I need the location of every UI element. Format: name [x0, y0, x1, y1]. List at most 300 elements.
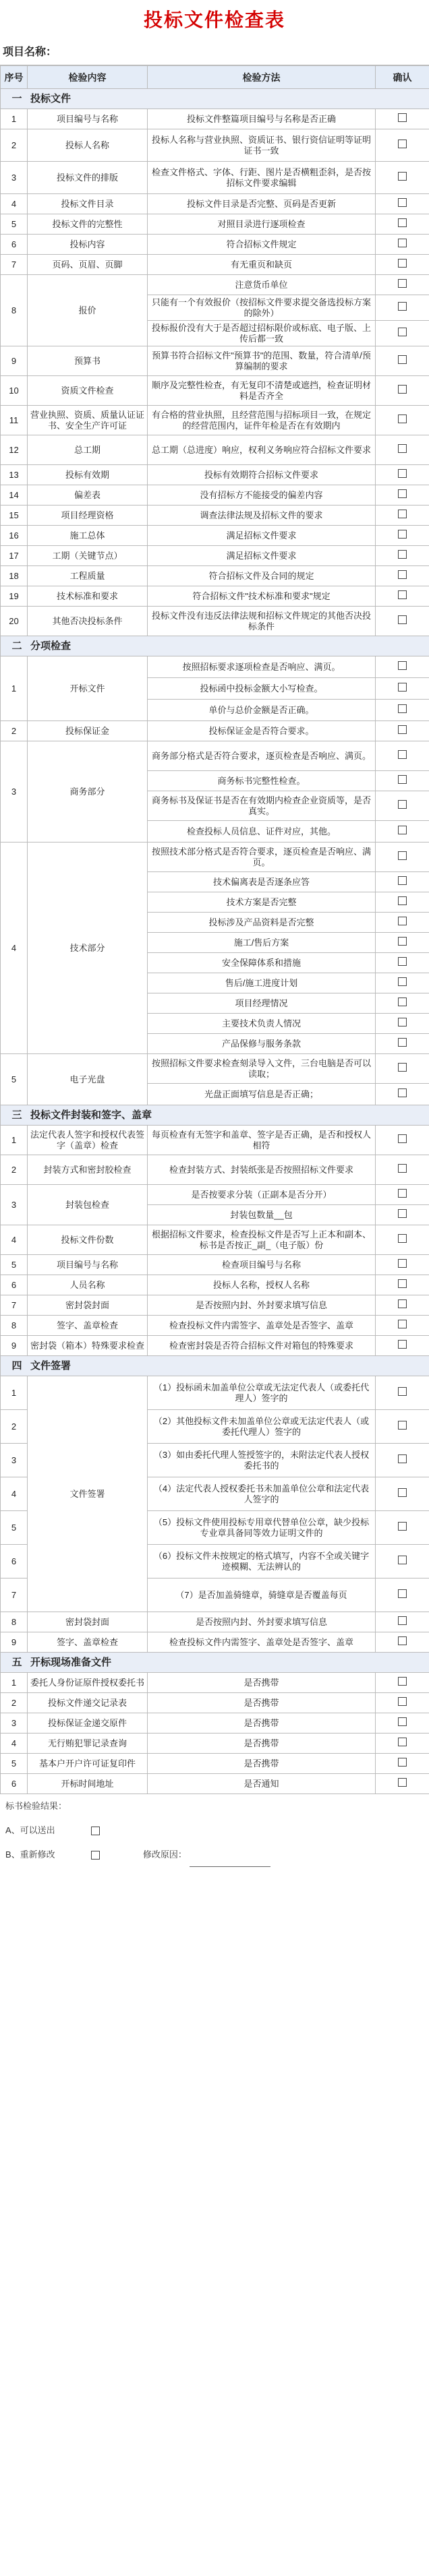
confirm-cell	[376, 1376, 429, 1410]
row-number: 1	[1, 656, 28, 721]
check-method: 投标保证金是否符合要求。	[148, 721, 376, 741]
check-item: 工期（关键节点）	[28, 546, 148, 566]
table-row	[1, 214, 429, 235]
confirm-cell	[376, 1511, 429, 1545]
check-method: 满足招标文件要求	[148, 526, 376, 546]
confirm-checkbox[interactable]	[398, 1488, 407, 1497]
check-method: 安全保障体系和措施	[148, 953, 376, 973]
check-method: 调查法律法规及招标文件的要求	[148, 505, 376, 526]
row-number: 3	[1, 162, 28, 194]
confirm-cell	[376, 406, 429, 435]
check-item: 施工总体	[28, 526, 148, 546]
table-row	[1, 1673, 429, 1693]
result-label: 标书检验结果：	[5, 1801, 67, 1811]
check-item: 营业执照、资质、质量认证证书、安全生产许可证	[28, 406, 148, 435]
check-method: 是否携带	[148, 1734, 376, 1754]
check-item: 资质文件检查	[28, 376, 148, 406]
check-method: 检查投标文件内需签字、盖章处是否签字、盖章	[148, 1632, 376, 1653]
confirm-checkbox[interactable]	[398, 1320, 407, 1328]
table-row	[1, 1316, 429, 1336]
row-number: 18	[1, 566, 28, 586]
confirm-checkbox[interactable]	[398, 530, 407, 539]
table-row	[1, 607, 429, 636]
confirm-cell	[376, 129, 429, 162]
row-number: 4	[1, 194, 28, 214]
check-method: 检查项目编号与名称	[148, 1255, 376, 1275]
section-label: 投标文件封装和签字、盖章	[30, 1109, 152, 1121]
confirm-cell	[376, 1205, 429, 1225]
check-method: 单价与总价金额是否正确。	[148, 700, 376, 721]
check-item: 投标文件的排版	[28, 162, 148, 194]
check-method: （4）法定代表人授权委托书未加盖单位公章和法定代表人签字的	[148, 1477, 376, 1511]
confirm-checkbox[interactable]	[398, 851, 407, 860]
confirm-checkbox[interactable]	[398, 198, 407, 207]
table-row	[1, 376, 429, 406]
confirm-cell	[376, 656, 429, 678]
check-method: 检查投标人员信息、证件对应，其他。	[148, 821, 376, 842]
confirm-checkbox[interactable]	[398, 775, 407, 784]
row-number: 1	[1, 1673, 28, 1693]
confirm-cell	[376, 346, 429, 376]
confirm-cell	[376, 1336, 429, 1356]
page-title: 投标文件检查表	[143, 9, 285, 31]
table-row	[1, 546, 429, 566]
confirm-cell	[376, 678, 429, 700]
confirm-cell	[376, 933, 429, 953]
table-row	[1, 1734, 429, 1754]
row-number: 14	[1, 485, 28, 505]
confirm-cell	[376, 435, 429, 465]
check-method: 商务部分格式是否符合要求，逐页检查是否响应、满页。	[148, 741, 376, 771]
confirm-checkbox[interactable]	[398, 385, 407, 394]
check-item: 其他否决投标条件	[28, 607, 148, 636]
confirm-cell	[376, 505, 429, 526]
row-number: 1	[1, 1376, 28, 1410]
option-a-label: A、可以送出	[5, 1825, 55, 1835]
confirm-checkbox[interactable]	[398, 239, 407, 247]
check-item: 投标文件份数	[28, 1225, 148, 1255]
option-a-checkbox[interactable]	[91, 1827, 100, 1835]
table-row	[1, 1774, 429, 1794]
confirm-checkbox[interactable]	[398, 1134, 407, 1143]
confirm-cell	[376, 721, 429, 741]
check-item: 商务部分	[28, 741, 148, 842]
section-row	[1, 1105, 429, 1126]
check-method: 技术偏离表是否逐条应答	[148, 872, 376, 892]
confirm-checkbox[interactable]	[398, 977, 407, 986]
confirm-checkbox[interactable]	[398, 661, 407, 670]
row-number: 8	[1, 275, 28, 346]
confirm-cell	[376, 1275, 429, 1295]
table-row	[1, 465, 429, 485]
confirm-cell	[376, 295, 429, 321]
table-row	[1, 741, 429, 771]
check-method: 投标报价没有大于是否超过招标限价或标底、电子版、上传后都一致	[148, 321, 376, 346]
confirm-cell	[376, 1754, 429, 1774]
confirm-checkbox[interactable]	[398, 1189, 407, 1198]
header-row	[1, 66, 429, 89]
row-number: 9	[1, 1632, 28, 1653]
check-method: 封装包数量__包	[148, 1205, 376, 1225]
confirm-checkbox[interactable]	[398, 550, 407, 559]
table-row	[1, 129, 429, 162]
confirm-checkbox[interactable]	[398, 1259, 407, 1268]
check-item: 投标人名称	[28, 129, 148, 162]
confirm-cell	[376, 376, 429, 406]
check-item: 投标内容	[28, 235, 148, 255]
confirm-checkbox[interactable]	[398, 615, 407, 624]
confirm-checkbox[interactable]	[398, 1717, 407, 1726]
section-label: 投标文件	[30, 92, 72, 104]
header-method: 检验方法	[148, 66, 376, 89]
check-item: 封装包检查	[28, 1185, 148, 1225]
confirm-cell	[376, 1612, 429, 1632]
option-a-row	[5, 1818, 429, 1843]
confirm-cell	[376, 321, 429, 346]
confirm-cell	[376, 586, 429, 607]
confirm-checkbox[interactable]	[398, 355, 407, 364]
check-item: 开标文件	[28, 656, 148, 721]
table-row	[1, 275, 429, 295]
row-number: 9	[1, 346, 28, 376]
confirm-checkbox[interactable]	[398, 1738, 407, 1746]
check-method: 总工期（总进度）响应，权利义务响应符合招标文件要求	[148, 435, 376, 465]
check-item: 签字、盖章检查	[28, 1316, 148, 1336]
check-method: 技术方案是否完整	[148, 892, 376, 913]
check-method: 是否按照内封、外封要求填写信息	[148, 1612, 376, 1632]
confirm-cell	[376, 465, 429, 485]
table-row	[1, 1126, 429, 1155]
option-b-checkbox[interactable]	[91, 1851, 100, 1860]
table-row	[1, 109, 429, 129]
confirm-cell	[376, 892, 429, 913]
confirm-cell	[376, 1477, 429, 1511]
confirm-checkbox[interactable]	[398, 1063, 407, 1072]
checklist-table	[0, 65, 429, 1794]
confirm-checkbox[interactable]	[398, 937, 407, 946]
confirm-cell	[376, 791, 429, 821]
check-method: 是否通知	[148, 1774, 376, 1794]
confirm-checkbox[interactable]	[398, 113, 407, 122]
check-item: 基本户开户许可证复印件	[28, 1754, 148, 1774]
check-item: 投标文件递交记录表	[28, 1693, 148, 1713]
confirm-checkbox[interactable]	[398, 259, 407, 268]
check-method: 投标人名称与营业执照、资质证书、银行资信证明等证明证书一致	[148, 129, 376, 162]
confirm-cell	[376, 1774, 429, 1794]
check-item: 投标有效期	[28, 465, 148, 485]
check-method: 有合格的营业执照，且经营范围与招标项目一致，在规定的经营范围内，证件年检是否在有效期内	[148, 406, 376, 435]
confirm-cell	[376, 1126, 429, 1155]
confirm-cell	[376, 255, 429, 275]
confirm-cell	[376, 1185, 429, 1205]
confirm-checkbox[interactable]	[398, 415, 407, 423]
check-method: 是否携带	[148, 1754, 376, 1774]
confirm-cell	[376, 607, 429, 636]
confirm-cell	[376, 1410, 429, 1444]
reason-field[interactable]	[190, 1857, 270, 1867]
row-number: 16	[1, 526, 28, 546]
table-row	[1, 1754, 429, 1774]
section-title	[1, 1105, 429, 1126]
table-row	[1, 1225, 429, 1255]
confirm-checkbox[interactable]	[398, 957, 407, 966]
confirm-checkbox[interactable]	[398, 302, 407, 311]
check-item: 项目编号与名称	[28, 1255, 148, 1275]
check-method: 投标文件整篇项目编号与名称是否正确	[148, 109, 376, 129]
confirm-checkbox[interactable]	[398, 172, 407, 181]
row-number: 4	[1, 1734, 28, 1754]
check-item: 封装方式和密封胶检查	[28, 1155, 148, 1185]
row-number: 1	[1, 109, 28, 129]
confirm-checkbox[interactable]	[398, 876, 407, 885]
option-b-row	[5, 1843, 429, 1867]
confirm-checkbox[interactable]	[398, 1677, 407, 1686]
confirm-checkbox[interactable]	[398, 1616, 407, 1625]
table-row	[1, 194, 429, 214]
confirm-checkbox[interactable]	[398, 570, 407, 579]
row-number: 3	[1, 1185, 28, 1225]
confirm-cell	[376, 1225, 429, 1255]
confirm-checkbox[interactable]	[398, 444, 407, 453]
check-method: 施工/售后方案	[148, 933, 376, 953]
confirm-cell	[376, 1255, 429, 1275]
confirm-cell	[376, 993, 429, 1014]
row-number: 13	[1, 465, 28, 485]
table-row	[1, 1612, 429, 1632]
table-row	[1, 1255, 429, 1275]
check-method: 投标人名称，授权人名称	[148, 1275, 376, 1295]
table-row	[1, 255, 429, 275]
check-method: 符合招标文件规定	[148, 235, 376, 255]
check-method: 售后/施工进度计划	[148, 973, 376, 993]
table-row	[1, 1336, 429, 1356]
row-number: 4	[1, 1225, 28, 1255]
reason-label: 修改原因：	[142, 1849, 187, 1860]
section-number: 一	[11, 92, 22, 104]
confirm-checkbox[interactable]	[398, 1299, 407, 1308]
check-method: 检查文件格式、字体、行距、图片是否横粗歪斜，是否按招标文件要求编辑	[148, 162, 376, 194]
confirm-cell	[376, 1014, 429, 1034]
confirm-checkbox[interactable]	[398, 1421, 407, 1430]
row-number: 17	[1, 546, 28, 566]
table-row	[1, 586, 429, 607]
confirm-checkbox[interactable]	[398, 279, 407, 288]
section-row	[1, 89, 429, 109]
row-number: 5	[1, 1255, 28, 1275]
table-row	[1, 566, 429, 586]
section-number: 五	[11, 1656, 22, 1668]
check-method: 是否按要求分装（正副本是否分开）	[148, 1185, 376, 1205]
row-number: 10	[1, 376, 28, 406]
check-method: 满足招标文件要求	[148, 546, 376, 566]
check-method: （6）投标文件未按规定的格式填写，内容不全或关键字迹模糊、无法辨认的	[148, 1545, 376, 1578]
table-row	[1, 1275, 429, 1295]
confirm-checkbox[interactable]	[398, 1018, 407, 1026]
row-number: 7	[1, 255, 28, 275]
row-number: 2	[1, 1693, 28, 1713]
confirm-cell	[376, 526, 429, 546]
confirm-checkbox[interactable]	[398, 1758, 407, 1767]
row-number: 6	[1, 1774, 28, 1794]
confirm-checkbox[interactable]	[398, 510, 407, 518]
confirm-cell	[376, 546, 429, 566]
check-item: 密封袋（箱本）特殊要求检查	[28, 1336, 148, 1356]
confirm-checkbox[interactable]	[398, 896, 407, 905]
confirm-checkbox[interactable]	[398, 998, 407, 1006]
confirm-checkbox[interactable]	[398, 489, 407, 498]
row-number: 20	[1, 607, 28, 636]
row-number: 7	[1, 1295, 28, 1316]
check-method: 投标函中投标金额大小写检查。	[148, 678, 376, 700]
row-number: 19	[1, 586, 28, 607]
check-method: 商务标书完整性检查。	[148, 771, 376, 791]
confirm-checkbox[interactable]	[398, 1589, 407, 1598]
section-row	[1, 1653, 429, 1673]
result-footer	[0, 1794, 429, 1867]
check-item: 技术部分	[28, 842, 148, 1054]
check-method: 有无重页和缺页	[148, 255, 376, 275]
check-method: 是否携带	[148, 1673, 376, 1693]
header-item: 检验内容	[28, 66, 148, 89]
confirm-checkbox[interactable]	[398, 1636, 407, 1645]
confirm-checkbox[interactable]	[398, 750, 407, 759]
check-item: 无行贿犯罪记录查询	[28, 1734, 148, 1754]
check-method: 按照技术部分格式是否符合要求，逐页检查是否响应、满页。	[148, 842, 376, 872]
check-item: 委托人身份证原件授权委托书	[28, 1673, 148, 1693]
confirm-checkbox[interactable]	[398, 1209, 407, 1218]
row-number: 6	[1, 1545, 28, 1578]
confirm-checkbox[interactable]	[398, 469, 407, 478]
confirm-cell	[376, 194, 429, 214]
confirm-checkbox[interactable]	[398, 1522, 407, 1531]
check-method: 只能有一个有效报价（按招标文件要求提交备选投标方案的除外）	[148, 295, 376, 321]
check-item: 预算书	[28, 346, 148, 376]
table-row	[1, 1713, 429, 1734]
check-item: 投标保证金递交原件	[28, 1713, 148, 1734]
confirm-checkbox[interactable]	[398, 725, 407, 734]
confirm-cell	[376, 1155, 429, 1185]
check-item: 页码、页眉、页脚	[28, 255, 148, 275]
confirm-checkbox[interactable]	[398, 1340, 407, 1349]
confirm-cell	[376, 953, 429, 973]
table-row	[1, 162, 429, 194]
row-number: 5	[1, 1754, 28, 1774]
check-item: 报价	[28, 275, 148, 346]
confirm-checkbox[interactable]	[398, 590, 407, 599]
section-title	[1, 89, 429, 109]
row-number: 15	[1, 505, 28, 526]
table-row	[1, 1185, 429, 1205]
check-method: 检查封装方式、封装纸张是否按照招标文件要求	[148, 1155, 376, 1185]
confirm-checkbox[interactable]	[398, 140, 407, 148]
confirm-checkbox[interactable]	[398, 683, 407, 692]
check-method: 符合招标文件"技术标准和要求"规定	[148, 586, 376, 607]
section-label: 开标现场准备文件	[30, 1656, 112, 1668]
confirm-cell	[376, 566, 429, 586]
check-item: 投标文件的完整性	[28, 214, 148, 235]
table-row	[1, 346, 429, 376]
check-method: 按照招标文件要求检查刻录导入文件，三台电脑是否可以读取；	[148, 1054, 376, 1084]
check-item: 签字、盖章检查	[28, 1632, 148, 1653]
option-b-label: B、重新修改	[5, 1849, 55, 1860]
check-method: 预算书符合招标文件"预算书"的范围、数量，符合清单/预算编制的要求	[148, 346, 376, 376]
check-item: 人员名称	[28, 1275, 148, 1295]
confirm-checkbox[interactable]	[398, 1697, 407, 1706]
check-item: 项目经理资格	[28, 505, 148, 526]
confirm-checkbox[interactable]	[398, 917, 407, 925]
check-item: 技术标准和要求	[28, 586, 148, 607]
confirm-cell	[376, 1578, 429, 1612]
confirm-cell	[376, 700, 429, 721]
confirm-checkbox[interactable]	[398, 1556, 407, 1564]
section-number: 四	[11, 1359, 22, 1372]
confirm-cell	[376, 741, 429, 771]
check-method: 投标有效期符合招标文件要求	[148, 465, 376, 485]
confirm-checkbox[interactable]	[398, 1387, 407, 1396]
row-number: 2	[1, 129, 28, 162]
confirm-cell	[376, 1673, 429, 1693]
check-method: 按照招标要求逐项检查是否响应、满页。	[148, 656, 376, 678]
confirm-checkbox[interactable]	[398, 826, 407, 834]
confirm-checkbox[interactable]	[398, 1038, 407, 1047]
table-row	[1, 1054, 429, 1084]
check-item: 工程质量	[28, 566, 148, 586]
confirm-cell	[376, 1316, 429, 1336]
check-item: 法定代表人签字和授权代表签字（盖章）检查	[28, 1126, 148, 1155]
table-row	[1, 505, 429, 526]
check-method: 投标文件没有违反法律法规和招标文件规定的其他否决投标条件	[148, 607, 376, 636]
confirm-checkbox[interactable]	[398, 1454, 407, 1463]
confirm-cell	[376, 109, 429, 129]
row-number: 3	[1, 1713, 28, 1734]
confirm-checkbox[interactable]	[398, 704, 407, 713]
check-item: 总工期	[28, 435, 148, 465]
section-number: 二	[11, 640, 22, 652]
check-item: 投标文件目录	[28, 194, 148, 214]
project-name-label: 项目名称：	[0, 40, 429, 65]
confirm-checkbox[interactable]	[398, 1234, 407, 1243]
confirm-cell	[376, 214, 429, 235]
check-method: （7）是否加盖骑缝章，骑缝章是否覆盖每页	[148, 1578, 376, 1612]
confirm-cell	[376, 1295, 429, 1316]
confirm-checkbox[interactable]	[398, 800, 407, 809]
confirm-cell	[376, 1084, 429, 1105]
check-method: 投标涉及产品资料是否完整	[148, 913, 376, 933]
check-item: 项目编号与名称	[28, 109, 148, 129]
check-method: （1）投标函未加盖单位公章或无法定代表人（或委托代理人）签字的	[148, 1376, 376, 1410]
table-row	[1, 721, 429, 741]
section-row	[1, 1356, 429, 1376]
row-number: 1	[1, 1126, 28, 1155]
row-number: 5	[1, 1054, 28, 1105]
section-label: 分项检查	[30, 640, 72, 652]
row-number: 8	[1, 1612, 28, 1632]
confirm-cell	[376, 485, 429, 505]
confirm-cell	[376, 1034, 429, 1054]
confirm-checkbox[interactable]	[398, 1088, 407, 1097]
check-method: 投标文件目录是否完整、页码是否更新	[148, 194, 376, 214]
table-row	[1, 842, 429, 872]
table-row	[1, 656, 429, 678]
confirm-checkbox[interactable]	[398, 328, 407, 336]
confirm-checkbox[interactable]	[398, 1279, 407, 1288]
confirm-cell	[376, 1734, 429, 1754]
confirm-checkbox[interactable]	[398, 218, 407, 227]
confirm-checkbox[interactable]	[398, 1778, 407, 1787]
confirm-cell	[376, 1713, 429, 1734]
confirm-checkbox[interactable]	[398, 1164, 407, 1173]
table-row	[1, 406, 429, 435]
